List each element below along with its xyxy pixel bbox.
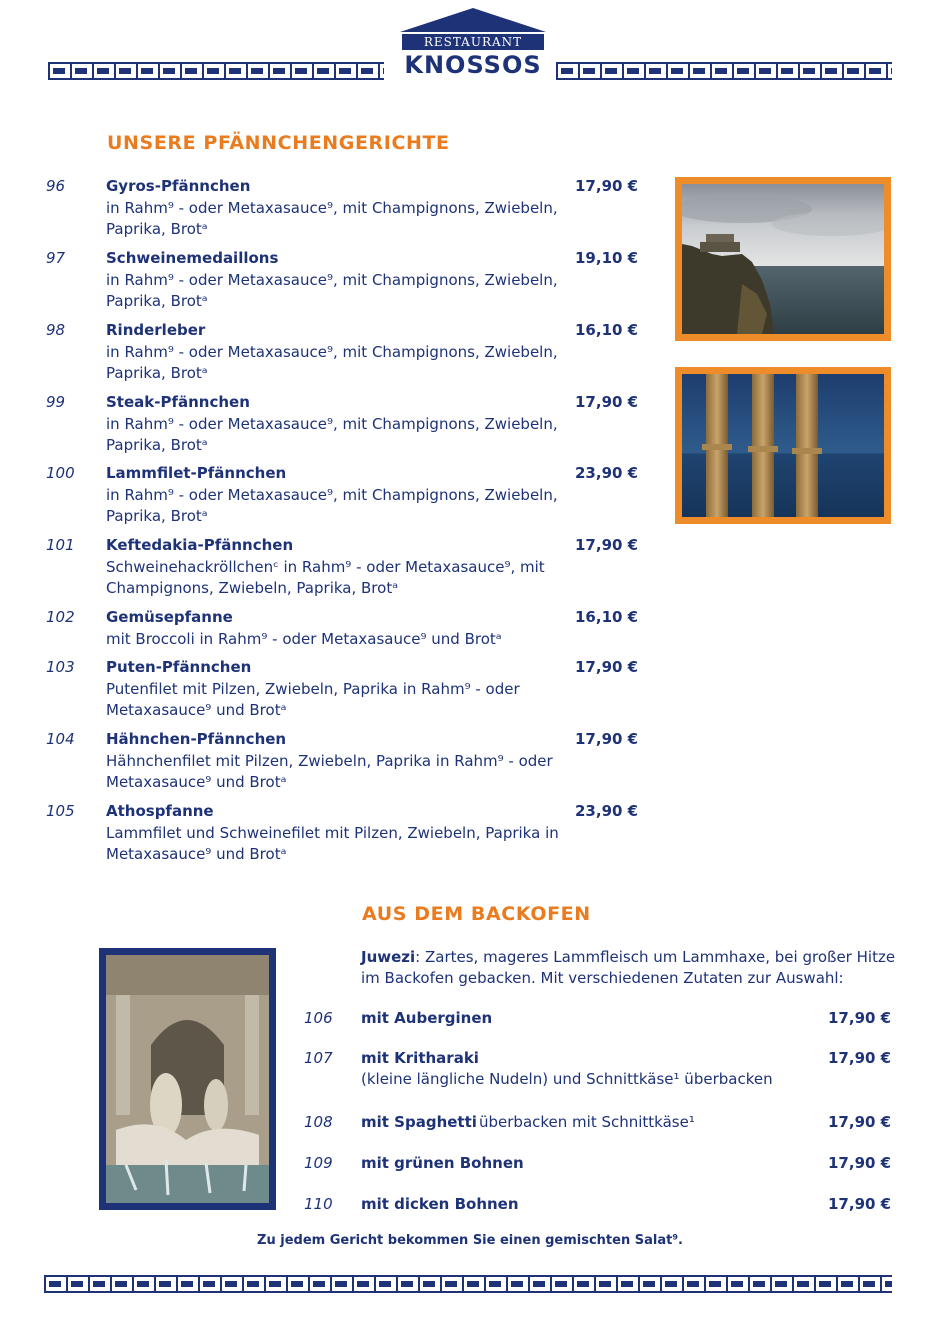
item-name: mit dicken Bohnen (361, 1195, 519, 1213)
photo-ancient-columns (675, 367, 891, 524)
greek-border-top-right (556, 62, 892, 80)
item-price: 23,90 € (575, 464, 639, 482)
item-number: 110 (304, 1195, 333, 1213)
restaurant-logo (400, 8, 546, 80)
item-name: Steak-Pfännchen (106, 393, 250, 411)
item-price: 17,90 € (828, 1049, 892, 1067)
logo-restaurant-name: KNOSSOS (404, 51, 542, 79)
item-name: Gemüsepfanne (106, 608, 233, 626)
item-number: 107 (304, 1049, 333, 1067)
item-price: 23,90 € (575, 802, 639, 820)
section-title-backofen: AUS DEM BACKOFEN (362, 903, 591, 925)
greek-border-bottom (44, 1275, 892, 1293)
item-price: 17,90 € (828, 1154, 892, 1172)
item-description: Lammfilet und Schweinefilet mit Pilzen, Zwiebeln, Paprika in Metaxasauce⁹ und Brotᵃ (106, 824, 559, 863)
coast-image (682, 184, 884, 334)
item-description: Hähnchenfilet mit Pilzen, Zwiebeln, Paprika in Rahm⁹ - oder Metaxasauce⁹ und Brotᵃ (106, 752, 553, 791)
logo-roof (400, 8, 546, 32)
item-price: 17,90 € (575, 536, 639, 554)
item-name: mit grünen Bohnen (361, 1154, 524, 1172)
item-price: 17,90 € (828, 1009, 892, 1027)
section-title-pfannchen: UNSERE PFÄNNCHENGERICHTE (107, 132, 450, 154)
item-description: in Rahm⁹ - oder Metaxasauce⁹, mit Champignons, Zwiebeln, Paprika, Brotᵃ (106, 486, 558, 525)
item-name: mit Spaghetti (361, 1113, 477, 1131)
item-number: 104 (46, 730, 75, 748)
logo-restaurant-label: RESTAURANT (402, 34, 544, 50)
item-number: 108 (304, 1113, 333, 1131)
juwezi-name: Juwezi (361, 948, 416, 966)
item-description: (kleine längliche Nudeln) und Schnittkäse¹ überbacken (361, 1070, 773, 1088)
juwezi-description (361, 947, 901, 989)
item-number: 101 (46, 536, 75, 554)
columns-image (682, 374, 884, 517)
item-number: 106 (304, 1009, 333, 1027)
item-number: 97 (46, 249, 66, 267)
item-name: Athospfanne (106, 802, 214, 820)
item-price: 17,90 € (575, 658, 639, 676)
item-price: 16,10 € (575, 608, 639, 626)
item-description: mit Broccoli in Rahm⁹ - oder Metaxasauce⁹ und Brotᵃ (106, 630, 502, 648)
item-number: 102 (46, 608, 75, 626)
item-price: 17,90 € (828, 1113, 892, 1131)
fountain-image (106, 955, 269, 1203)
item-description: in Rahm⁹ - oder Metaxasauce⁹, mit Champignons, Zwiebeln, Paprika, Brotᵃ (106, 415, 558, 454)
item-name: Keftedakia-Pfännchen (106, 536, 294, 554)
item-number: 105 (46, 802, 75, 820)
item-number: 100 (46, 464, 75, 482)
item-number: 96 (46, 177, 66, 195)
item-description: in Rahm⁹ - oder Metaxasauce⁹, mit Champignons, Zwiebeln, Paprika, Brotᵃ (106, 271, 558, 310)
item-name: mit Auberginen (361, 1009, 493, 1027)
item-description: in Rahm⁹ - oder Metaxasauce⁹, mit Champignons, Zwiebeln, Paprika, Brotᵃ (106, 343, 558, 382)
item-number: 98 (46, 321, 66, 339)
greek-border-top-left (48, 62, 384, 80)
item-name: Hähnchen-Pfännchen (106, 730, 287, 748)
item-name: Gyros-Pfännchen (106, 177, 251, 195)
item-description: Schweinehackröllchenᶜ in Rahm⁹ - oder Metaxasauce⁹, mit Champignons, Zwiebeln, Paprika, Brotᵃ (106, 558, 545, 597)
item-price: 17,90 € (575, 393, 639, 411)
item-name: Rinderleber (106, 321, 206, 339)
item-description: Putenfilet mit Pilzen, Zwiebeln, Paprika in Rahm⁹ - oder Metaxasauce⁹ und Brotᵃ (106, 680, 520, 719)
item-number: 99 (46, 393, 66, 411)
item-description: in Rahm⁹ - oder Metaxasauce⁹, mit Champignons, Zwiebeln, Paprika, Brotᵃ (106, 199, 558, 238)
item-name: Schweinemedaillons (106, 249, 279, 267)
item-name: mit Kritharaki (361, 1049, 479, 1067)
item-extra: überbacken mit Schnittkäse¹ (479, 1113, 695, 1131)
item-price: 16,10 € (575, 321, 639, 339)
photo-fountain (99, 948, 276, 1210)
juwezi-text: : Zartes, mageres Lammfleisch um Lammhaxe, bei großer Hitze im Backofen gebacken. Mit verschiedenen Zutaten zur Auswahl: (361, 948, 896, 987)
item-price: 17,90 € (828, 1195, 892, 1213)
item-price: 17,90 € (575, 177, 639, 195)
item-number: 109 (304, 1154, 333, 1172)
item-name: Puten-Pfännchen (106, 658, 252, 676)
item-price: 19,10 € (575, 249, 639, 267)
item-number: 103 (46, 658, 75, 676)
photo-coastal-monastery (675, 177, 891, 341)
item-name: Lammfilet-Pfännchen (106, 464, 287, 482)
item-price: 17,90 € (575, 730, 639, 748)
footer-note: Zu jedem Gericht bekommen Sie einen gemischten Salat⁹. (257, 1233, 683, 1248)
